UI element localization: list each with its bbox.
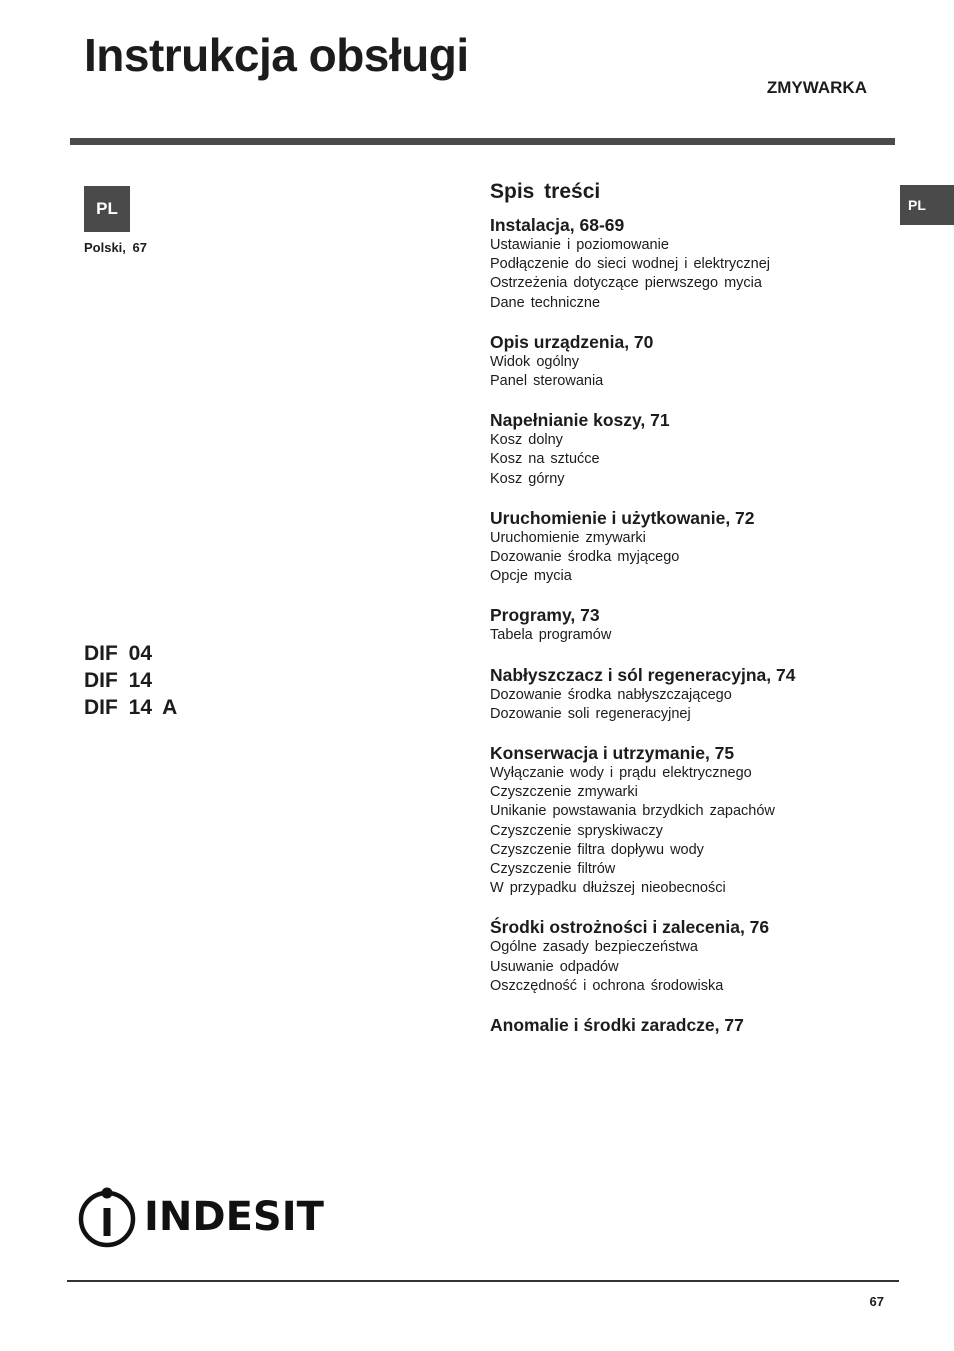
toc-item[interactable]: Czyszczenie filtrów bbox=[490, 861, 616, 878]
toc-item[interactable]: Ogólne zasady bezpieczeństwa bbox=[490, 939, 698, 956]
language-side-tab: PL bbox=[900, 185, 954, 225]
toc-section bbox=[490, 916, 910, 996]
toc-section bbox=[490, 604, 910, 645]
toc-item[interactable]: Oszczędność i ochrona środowiska bbox=[490, 977, 724, 994]
toc-section-title[interactable]: Instalacja, 68-69 bbox=[490, 215, 625, 235]
toc-section-title[interactable]: Anomalie i środki zaradcze, 77 bbox=[490, 1015, 744, 1036]
toc-item[interactable]: Unikanie powstawania brzydkich zapachów bbox=[490, 803, 775, 820]
toc-item[interactable]: Usuwanie odpadów bbox=[490, 958, 619, 975]
brand-wordmark: INDESIT bbox=[144, 1194, 324, 1240]
toc-item[interactable]: Ostrzeżenia dotyczące pierwszego mycia bbox=[490, 275, 762, 292]
model-name: DIF 14 bbox=[84, 669, 153, 692]
model-name: DIF 04 bbox=[84, 642, 153, 665]
page-number: 67 bbox=[869, 1294, 884, 1309]
toc-item[interactable]: Kosz dolny bbox=[490, 432, 563, 449]
brand-logo bbox=[78, 1186, 324, 1248]
toc-item[interactable]: Czyszczenie filtra dopływu wody bbox=[490, 841, 704, 858]
toc-section-title[interactable]: Konserwacja i utrzymanie, 75 bbox=[490, 743, 735, 764]
toc-item[interactable]: Dozowanie soli regeneracyjnej bbox=[490, 705, 691, 722]
language-link[interactable]: Polski, 67 bbox=[84, 240, 147, 255]
toc-item[interactable]: Opcje mycia bbox=[490, 568, 572, 585]
footer-divider bbox=[67, 1280, 899, 1282]
toc-item[interactable]: Dane techniczne bbox=[490, 294, 601, 311]
toc-section-title[interactable]: Programy, 73 bbox=[490, 605, 600, 626]
toc-sections bbox=[490, 214, 910, 1036]
toc-item[interactable]: Ustawianie i poziomowanie bbox=[490, 237, 669, 253]
toc-section-title[interactable]: Napełnianie koszy, 71 bbox=[490, 410, 670, 431]
toc-item[interactable]: Dozowanie środka myjącego bbox=[490, 549, 680, 566]
toc-item[interactable]: Panel sterowania bbox=[490, 373, 604, 390]
product-category: ZMYWARKA bbox=[766, 78, 867, 97]
toc-item[interactable]: W przypadku dłuższej nieobecności bbox=[490, 880, 726, 897]
toc-section bbox=[490, 409, 910, 489]
toc-heading: Spis treści bbox=[490, 180, 601, 203]
toc-item[interactable]: Dozowanie środka nabłyszczającego bbox=[490, 686, 732, 703]
language-badge[interactable]: PL bbox=[84, 186, 130, 232]
header-divider bbox=[70, 138, 895, 145]
toc-section-title[interactable]: Środki ostrożności i zalecenia, 76 bbox=[490, 917, 770, 938]
toc-item[interactable]: Kosz górny bbox=[490, 470, 565, 487]
toc-item[interactable]: Tabela programów bbox=[490, 627, 612, 644]
model-list bbox=[84, 640, 177, 721]
toc-section bbox=[490, 1014, 910, 1036]
toc-item[interactable]: Uruchomienie zmywarki bbox=[490, 529, 646, 546]
toc-item[interactable]: Czyszczenie zmywarki bbox=[490, 784, 638, 801]
model-name: DIF 14 A bbox=[84, 696, 178, 719]
toc-section-title[interactable]: Nabłyszczacz i sól regeneracyjna, 74 bbox=[490, 664, 796, 685]
toc-item[interactable]: Czyszczenie spryskiwaczy bbox=[490, 822, 663, 839]
toc-section-title[interactable]: Opis urządzenia, 70 bbox=[490, 331, 654, 352]
toc-section bbox=[490, 331, 910, 391]
table-of-contents bbox=[490, 180, 910, 1054]
toc-section bbox=[490, 742, 910, 898]
toc-item[interactable]: Widok ogólny bbox=[490, 353, 580, 370]
toc-section-title[interactable]: Uruchomienie i użytkowanie, 72 bbox=[490, 507, 755, 528]
toc-section bbox=[490, 664, 910, 724]
indesit-logo-icon bbox=[78, 1186, 136, 1248]
toc-section bbox=[490, 214, 910, 313]
toc-item[interactable]: Wyłączanie wody i prądu elektrycznego bbox=[490, 765, 752, 782]
toc-item[interactable]: Podłączenie do sieci wodnej i elektrycznej bbox=[490, 256, 771, 273]
page-title: Instrukcja obsługi bbox=[84, 29, 469, 81]
toc-item[interactable]: Kosz na sztućce bbox=[490, 451, 600, 468]
toc-section bbox=[490, 507, 910, 587]
